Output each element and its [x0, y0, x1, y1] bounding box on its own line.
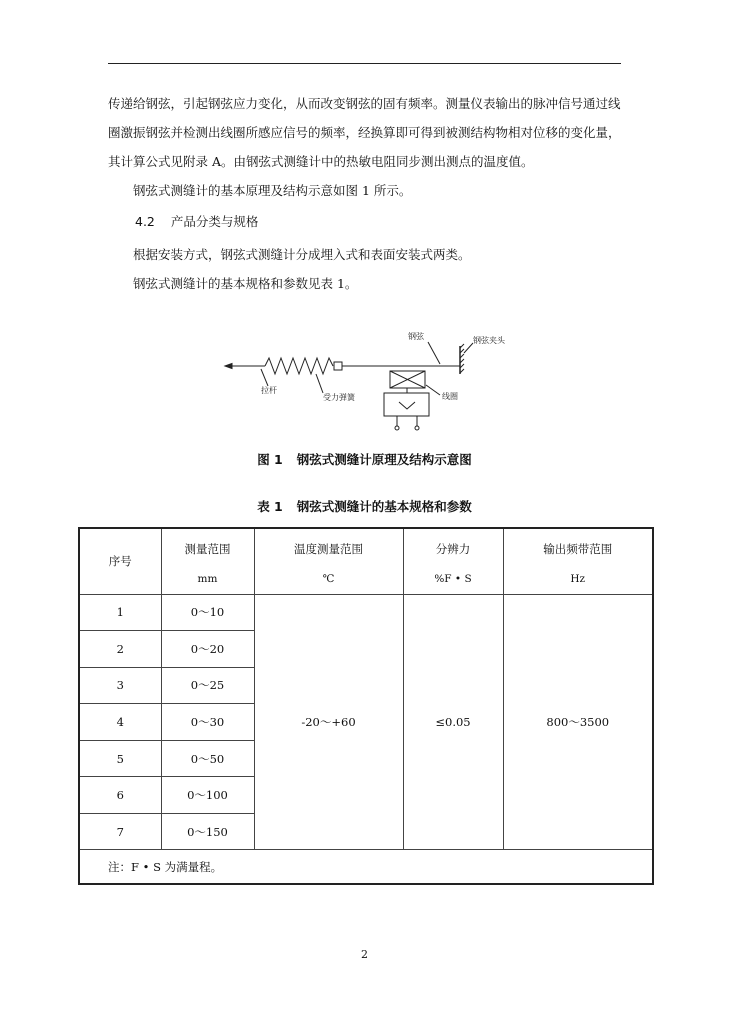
paragraph-principle: 传递给钢弦，引起钢弦应力变化，从而改变钢弦的固有频率。测量仪表输出的脉冲信号通过线圈激振钢弦并检测出线圈所感应信号的频率，经换算即可得到被测结构物相对位移的变化量，其计算公式见附录 A。由钢弦式测缝计中的热敏电阻同步测出测点的温度值。 — [108, 96, 621, 169]
row-range: 0～10 — [161, 594, 254, 631]
spring-end-block — [334, 362, 342, 370]
temperature-range-cell: -20～+60 — [254, 594, 403, 850]
header-range-unit: mm — [197, 573, 218, 585]
header-frequency-unit: Hz — [570, 573, 586, 585]
label-pull-rod: 拉杆 — [261, 386, 277, 395]
header-temperature-unit: ℃ — [322, 573, 335, 585]
header-resolution — [403, 528, 503, 594]
table-caption — [0, 497, 729, 515]
header-range-name: 测量范围 — [184, 542, 231, 556]
terminal-left — [395, 426, 399, 430]
section-title: 产品分类与规格 — [170, 214, 259, 229]
row-index: 1 — [79, 594, 161, 631]
sensor-symbol — [399, 402, 415, 409]
table-note: 注：F • S 为满量程。 — [79, 850, 653, 884]
row-range: 0～150 — [161, 813, 254, 850]
label-steel-wire: 钢弦 — [408, 332, 424, 341]
header-rule — [108, 63, 621, 64]
row-index: 3 — [79, 667, 161, 704]
header-temperature-name: 温度测量范围 — [294, 542, 363, 556]
label-coil: 线圈 — [442, 392, 458, 401]
row-index: 2 — [79, 631, 161, 668]
header-range — [161, 528, 254, 594]
row-index: 6 — [79, 777, 161, 814]
header-resolution-unit: %F • S — [434, 573, 472, 585]
row-range: 0～20 — [161, 631, 254, 668]
table-caption-label: 表 1 — [257, 499, 283, 514]
figure-caption — [0, 450, 729, 468]
section-heading — [135, 212, 258, 230]
header-resolution-name: 分辨力 — [435, 542, 471, 556]
terminal-right — [415, 426, 419, 430]
row-range: 0～25 — [161, 667, 254, 704]
row-range: 0～100 — [161, 777, 254, 814]
resolution-cell: ≤0.05 — [403, 594, 503, 850]
figure-caption-label: 图 1 — [257, 452, 283, 467]
spec-table — [78, 527, 654, 885]
frequency-range-cell: 800～3500 — [503, 594, 653, 850]
leader-pull-rod — [261, 369, 268, 386]
header-temperature — [254, 528, 403, 594]
label-spring: 受力弹簧 — [323, 393, 355, 402]
row-index: 7 — [79, 813, 161, 850]
paragraph-table-ref: 钢弦式测缝计的基本规格和参数见表 1。 — [133, 276, 358, 291]
label-wire-clamp: 钢弦夹头 — [473, 336, 505, 345]
row-index: 4 — [79, 704, 161, 741]
row-range: 0～30 — [161, 704, 254, 741]
section-number: 4.2 — [135, 214, 155, 229]
row-range: 0～50 — [161, 740, 254, 777]
leader-wire-clamp — [464, 343, 473, 353]
table-header-row — [79, 528, 653, 594]
figure-caption-text: 钢弦式测缝计原理及结构示意图 — [296, 452, 472, 467]
row-index: 5 — [79, 740, 161, 777]
spring-zigzag — [265, 358, 333, 374]
table-row — [79, 594, 653, 631]
structure-diagram — [215, 322, 525, 437]
sensor-box — [384, 393, 429, 416]
table-caption-text: 钢弦式测缝计的基本规格和参数 — [296, 499, 472, 514]
table-note-row — [79, 850, 653, 884]
leader-spring — [316, 374, 323, 393]
paragraph-figure-ref: 钢弦式测缝计的基本原理及结构示意如图 1 所示。 — [133, 183, 412, 198]
page-number: 2 — [361, 948, 368, 961]
paragraph-classification: 根据安装方式，钢弦式测缝计分成埋入式和表面安装式两类。 — [133, 247, 471, 262]
header-frequency — [503, 528, 653, 594]
header-index: 序号 — [79, 528, 161, 594]
leader-steel-wire — [428, 342, 440, 364]
header-frequency-name: 输出频带范围 — [543, 542, 613, 556]
pull-rod-arrow — [225, 364, 232, 369]
